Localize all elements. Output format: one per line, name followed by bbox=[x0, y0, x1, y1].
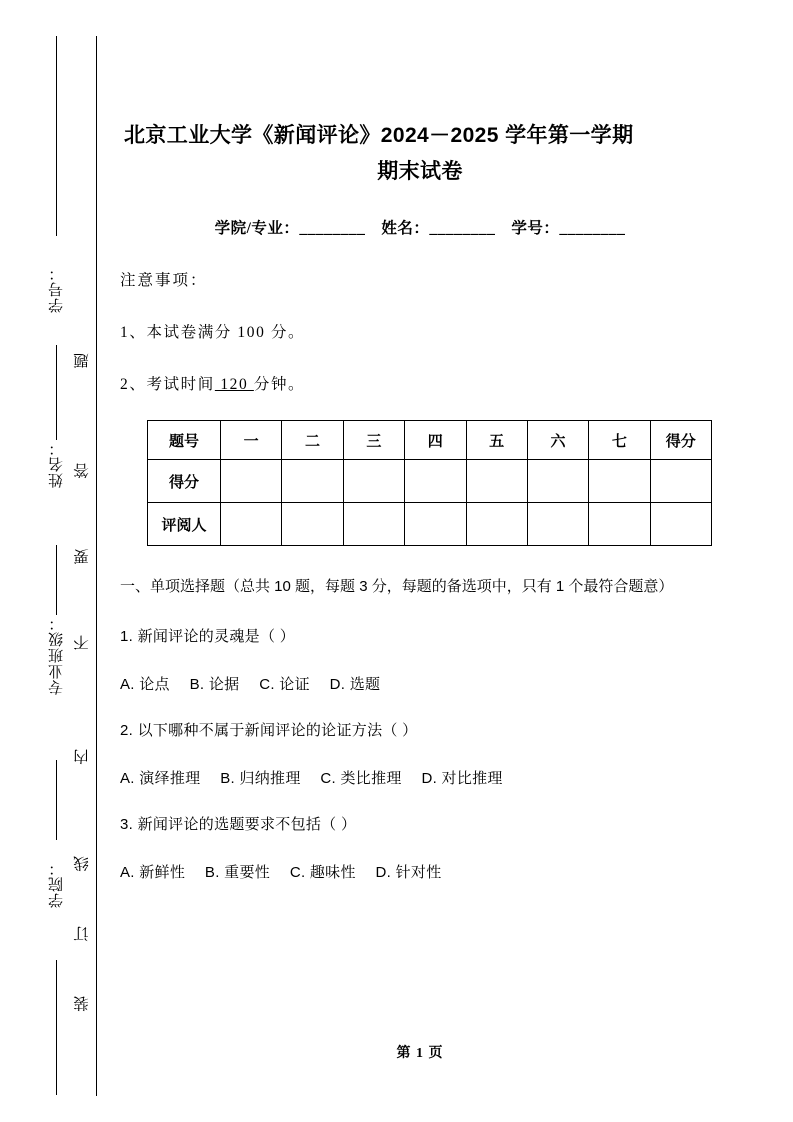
page-title-line1: 北京工业大学《新闻评论》2024－2025 学年第一学期 bbox=[124, 124, 634, 147]
grader-cell[interactable] bbox=[405, 503, 466, 546]
score-cell[interactable] bbox=[343, 460, 404, 503]
table-row bbox=[148, 460, 712, 503]
question-stem-1: 1. 新闻评论的灵魂是（ ） bbox=[120, 628, 296, 645]
margin-char-yao: 要 bbox=[74, 548, 91, 565]
score-table-row-label-1: 得分 bbox=[148, 460, 221, 503]
margin-char-nei: 内 bbox=[74, 748, 91, 765]
score-cell[interactable] bbox=[527, 460, 588, 503]
note-item-1: 1、本试卷满分 100 分。 bbox=[120, 324, 306, 341]
field-blank-name[interactable]: ________ bbox=[429, 220, 496, 237]
binding-outer-segment-5 bbox=[56, 960, 57, 1095]
score-table-col-4: 四 bbox=[405, 421, 466, 460]
page-title bbox=[120, 118, 720, 190]
binding-outer-segment-4 bbox=[56, 760, 57, 840]
score-cell[interactable] bbox=[589, 460, 650, 503]
margin-char-da: 答 bbox=[74, 462, 91, 479]
score-table-col-2: 二 bbox=[282, 421, 343, 460]
field-label-name: 姓名： bbox=[381, 220, 430, 237]
margin-char-ding: 订 bbox=[74, 925, 91, 942]
question-stem-3: 3. 新闻评论的选题要求不包括（ ） bbox=[120, 816, 357, 833]
table-row bbox=[148, 421, 712, 460]
score-table-col-3: 三 bbox=[343, 421, 404, 460]
note-item-2-duration: 120 bbox=[214, 376, 254, 393]
score-cell[interactable] bbox=[282, 460, 343, 503]
score-table-col-6: 六 bbox=[527, 421, 588, 460]
score-table-col-total: 得分 bbox=[650, 421, 711, 460]
score-table bbox=[147, 420, 712, 546]
score-table-row-label-2: 评阅人 bbox=[148, 503, 221, 546]
note-item-2 bbox=[120, 372, 720, 394]
margin-label-student-id: 学号： bbox=[49, 265, 65, 313]
score-table-col-1: 一 bbox=[221, 421, 282, 460]
score-table-col-5: 五 bbox=[466, 421, 527, 460]
student-info-row bbox=[120, 216, 720, 238]
notes-heading: 注意事项： bbox=[120, 272, 208, 289]
grader-cell[interactable] bbox=[589, 503, 650, 546]
question-options-3: A. 新鲜性 B. 重要性 C. 趣味性 D. 针对性 bbox=[120, 864, 442, 881]
score-table-wrap bbox=[147, 420, 720, 546]
score-cell[interactable] bbox=[466, 460, 527, 503]
binding-outer-segment-3 bbox=[56, 545, 57, 615]
margin-char-zhuang: 装 bbox=[74, 995, 91, 1012]
question-options-1: A. 论点 B. 论据 C. 论证 D. 选题 bbox=[120, 676, 381, 693]
grader-cell[interactable] bbox=[343, 503, 404, 546]
note-item-2-post: 分钟。 bbox=[253, 376, 306, 393]
grader-cell[interactable] bbox=[650, 503, 711, 546]
document-body bbox=[120, 0, 720, 1122]
field-label-student-id: 学号： bbox=[511, 220, 560, 237]
binding-outer-segment-2 bbox=[56, 345, 57, 440]
question-stem-2: 2. 以下哪种不属于新闻评论的论证方法（ ） bbox=[120, 722, 418, 739]
page-footer: 第 1 页 bbox=[396, 1046, 444, 1061]
grader-cell[interactable] bbox=[527, 503, 588, 546]
score-cell[interactable] bbox=[405, 460, 466, 503]
page-title-line2: 期末试卷 bbox=[377, 160, 463, 183]
binding-outer-segment-1 bbox=[56, 36, 57, 236]
binding-solid-line bbox=[96, 36, 97, 1096]
grader-cell[interactable] bbox=[221, 503, 282, 546]
margin-char-ti: 题 bbox=[74, 352, 91, 369]
margin-char-xian: 线 bbox=[74, 855, 91, 872]
score-table-col-7: 七 bbox=[589, 421, 650, 460]
binding-margin bbox=[0, 0, 110, 1122]
score-table-row-label-0: 题号 bbox=[148, 421, 221, 460]
note-item-2-pre: 2、考试时间 bbox=[120, 376, 215, 393]
margin-label-name: 姓名： bbox=[49, 440, 65, 488]
score-cell[interactable] bbox=[650, 460, 711, 503]
field-blank-college-major[interactable]: ________ bbox=[299, 220, 366, 237]
table-row bbox=[148, 503, 712, 546]
field-label-college-major: 学院/专业： bbox=[214, 220, 300, 237]
score-cell[interactable] bbox=[221, 460, 282, 503]
margin-label-college: 学院： bbox=[49, 860, 65, 908]
margin-label-major-class: 专业班级： bbox=[49, 615, 65, 695]
field-blank-student-id[interactable]: ________ bbox=[559, 220, 626, 237]
margin-char-bu: 不 bbox=[74, 634, 91, 651]
question-options-2: A. 演绎推理 B. 归纳推理 C. 类比推理 D. 对比推理 bbox=[120, 770, 503, 787]
grader-cell[interactable] bbox=[466, 503, 527, 546]
section-heading-1: 一、单项选择题（总共 10 题，每题 3 分，每题的备选项中，只有 1 个最符合题意） bbox=[120, 578, 674, 595]
grader-cell[interactable] bbox=[282, 503, 343, 546]
